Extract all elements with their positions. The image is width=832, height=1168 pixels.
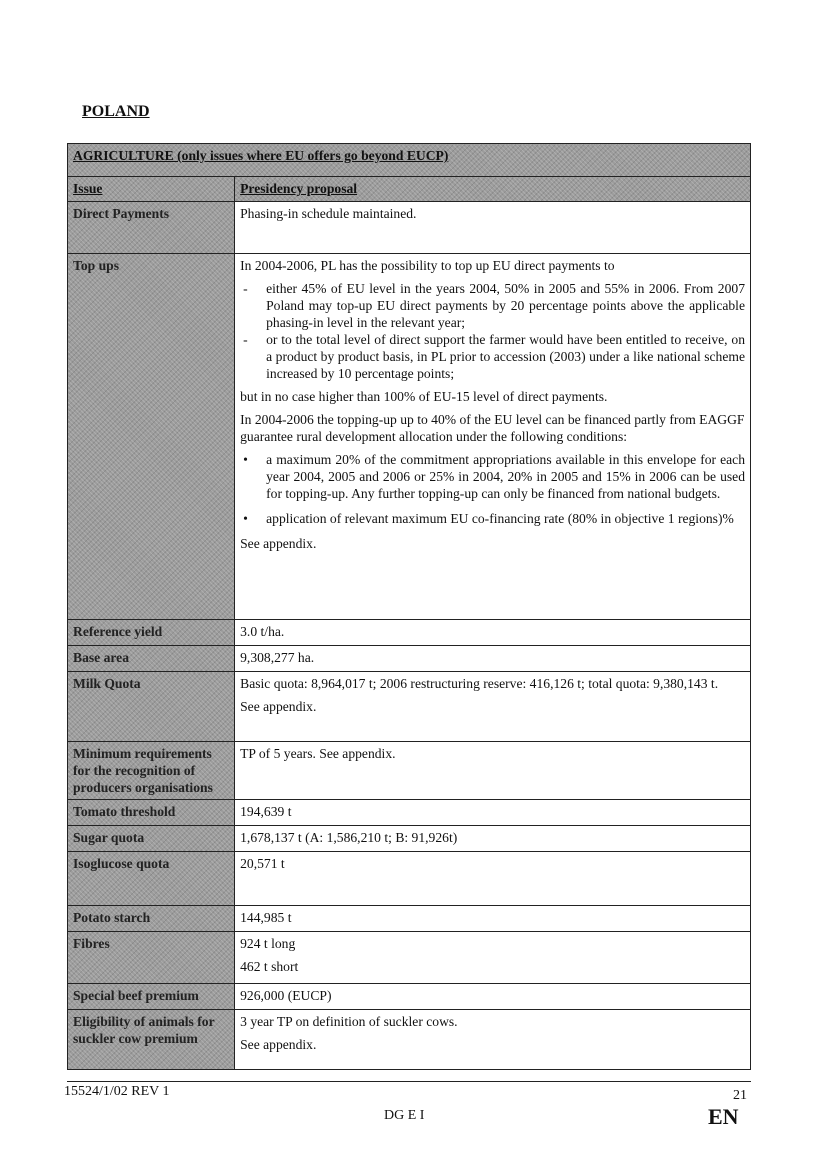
department-code: DG E I bbox=[384, 1108, 425, 1123]
proposal-special-beef-premium: 926,000 (EUCP) bbox=[235, 984, 751, 1010]
top-ups-financing: In 2004-2006 the topping-up up to 40% of the EU level can be financed partly from EAGGF guarantee rural development allocation under the following conditions: bbox=[240, 412, 745, 444]
proposal-minimum-requirements: TP of 5 years. See appendix. bbox=[235, 742, 751, 800]
proposal-top-ups bbox=[235, 254, 751, 620]
issue-top-ups: Top ups bbox=[68, 254, 235, 620]
issue-potato-starch: Potato starch bbox=[68, 906, 235, 932]
issue-sugar-quota: Sugar quota bbox=[68, 826, 235, 852]
language-code: EN bbox=[708, 1104, 739, 1129]
top-ups-intro: In 2004-2006, PL has the possibility to top up EU direct payments to bbox=[240, 258, 615, 273]
column-header-issue: Issue bbox=[68, 177, 235, 202]
table-row bbox=[68, 742, 751, 800]
page-title: POLAND bbox=[82, 103, 150, 120]
table-row bbox=[68, 852, 751, 906]
issue-milk-quota: Milk Quota bbox=[68, 672, 235, 742]
table-row bbox=[68, 906, 751, 932]
table-row bbox=[68, 620, 751, 646]
proposal-fibres: 924 t long 462 t short bbox=[235, 932, 751, 984]
table-row bbox=[68, 800, 751, 826]
issue-direct-payments: Direct Payments bbox=[68, 202, 235, 254]
issue-suckler-cow: Eligibility of animals for suckler cow premium bbox=[68, 1010, 235, 1070]
proposal-potato-starch: 144,985 t bbox=[235, 906, 751, 932]
agriculture-table bbox=[67, 143, 751, 1070]
bullet-icon: • bbox=[243, 511, 248, 526]
table-row bbox=[68, 672, 751, 742]
top-ups-appendix: See appendix. bbox=[240, 536, 317, 551]
issue-fibres: Fibres bbox=[68, 932, 235, 984]
issue-tomato-threshold: Tomato threshold bbox=[68, 800, 235, 826]
table-row bbox=[68, 826, 751, 852]
proposal-tomato-threshold: 194,639 t bbox=[235, 800, 751, 826]
document-reference: 15524/1/02 REV 1 bbox=[64, 1084, 170, 1099]
table-row bbox=[68, 984, 751, 1010]
issue-reference-yield: Reference yield bbox=[68, 620, 235, 646]
proposal-direct-payments: Phasing-in schedule maintained. bbox=[235, 202, 751, 254]
list-item: - or to the total level of direct support the farmer would have been entitled to receive, on a product by product basis, in PL prior to accession (2003) under a like national scheme increased by 10 percentage points; bbox=[243, 332, 745, 381]
proposal-reference-yield: 3.0 t/ha. bbox=[235, 620, 751, 646]
issue-isoglucose-quota: Isoglucose quota bbox=[68, 852, 235, 906]
table-title: AGRICULTURE (only issues where EU offers go beyond EUCP) bbox=[68, 144, 751, 177]
proposal-suckler-cow: 3 year TP on definition of suckler cows. See appendix. bbox=[235, 1010, 751, 1070]
issue-base-area: Base area bbox=[68, 646, 235, 672]
bullet-icon: • bbox=[243, 452, 248, 467]
financing-conditions bbox=[240, 451, 745, 527]
table-row bbox=[68, 1010, 751, 1070]
proposal-base-area: 9,308,277 ha. bbox=[235, 646, 751, 672]
issue-special-beef-premium: Special beef premium bbox=[68, 984, 235, 1010]
proposal-milk-quota: Basic quota: 8,964,017 t; 2006 restructuring reserve: 416,126 t; total quota: 9,380,143 t. See appendix. bbox=[235, 672, 751, 742]
footer-divider bbox=[67, 1081, 751, 1082]
proposal-isoglucose-quota: 20,571 t bbox=[235, 852, 751, 906]
table-row bbox=[68, 932, 751, 984]
top-ups-limit: but in no case higher than 100% of EU-15 level of direct payments. bbox=[240, 389, 608, 404]
table-row bbox=[68, 254, 751, 620]
column-header-proposal: Presidency proposal bbox=[235, 177, 751, 202]
list-item: • a maximum 20% of the commitment appropriations available in this envelope for each year 2004, 2005 and 2006 or 25% in 2004, 20% in 2005 and 15% in 2006 can be used for topping-up. Any further topping-up can only be financed from national budgets. bbox=[243, 452, 745, 501]
list-item: - either 45% of EU level in the years 2004, 50% in 2005 and 55% in 2006. From 2007 Poland may top-up EU direct payments by 20 percentage points above the applicable phasing-in level in the relevant year; bbox=[243, 281, 745, 330]
table-row bbox=[68, 646, 751, 672]
page-number: 21 bbox=[733, 1088, 747, 1103]
proposal-sugar-quota: 1,678,137 t (A: 1,586,210 t; B: 91,926t) bbox=[235, 826, 751, 852]
top-ups-options bbox=[240, 280, 745, 382]
table-row bbox=[68, 202, 751, 254]
list-item: • application of relevant maximum EU co-financing rate (80% in objective 1 regions)% bbox=[243, 511, 734, 526]
issue-minimum-requirements: Minimum requirements for the recognition of producers organisations bbox=[68, 742, 235, 800]
